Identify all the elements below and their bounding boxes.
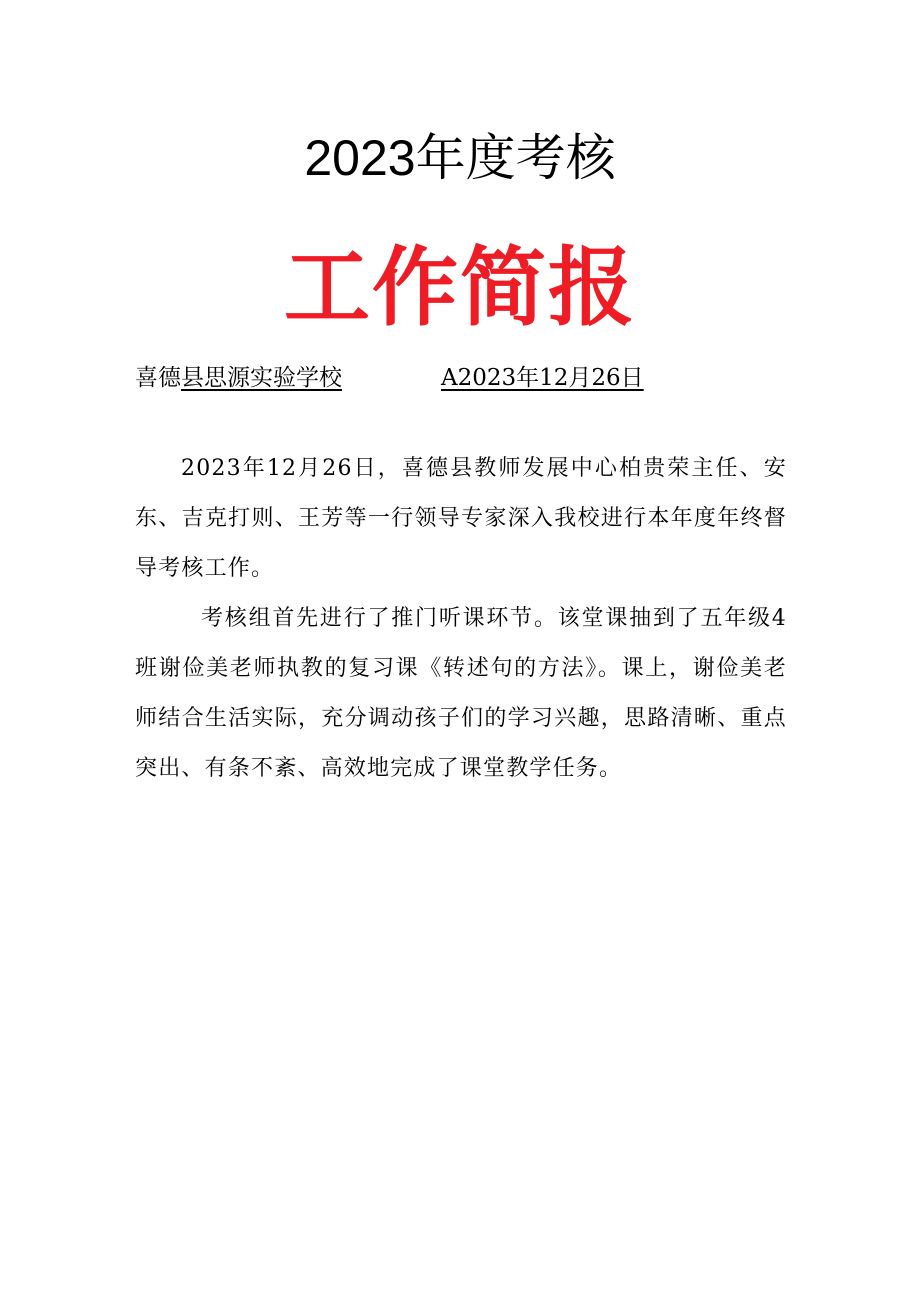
main-title: 工作简报: [284, 238, 636, 338]
paragraph-2: 考核组首先进行了推门听课环节。该堂课抽到了五年级4班谢俭美老师执教的复习课《转述句的方法》。课上，谢俭美老师结合生活实际，充分调动孩子们的学习兴趣，思路清晰、重点突出、有条不紊、高效地完成了课堂教学任务。: [135, 606, 787, 781]
school-name-underlined: 县思源实验学校: [181, 365, 342, 391]
report-date: A2023年12月26日: [441, 365, 644, 391]
year-title: 2023年度考核: [304, 130, 616, 186]
paragraph-1: 2023年12月26日，喜德县教师发展中心柏贵荣主任、安东、吉克打则、王芳等一行领导专家深入我校进行本年度年终督导考核工作。: [135, 456, 787, 581]
school-name: [135, 362, 342, 396]
school-name-prefix: 喜德: [135, 365, 181, 391]
